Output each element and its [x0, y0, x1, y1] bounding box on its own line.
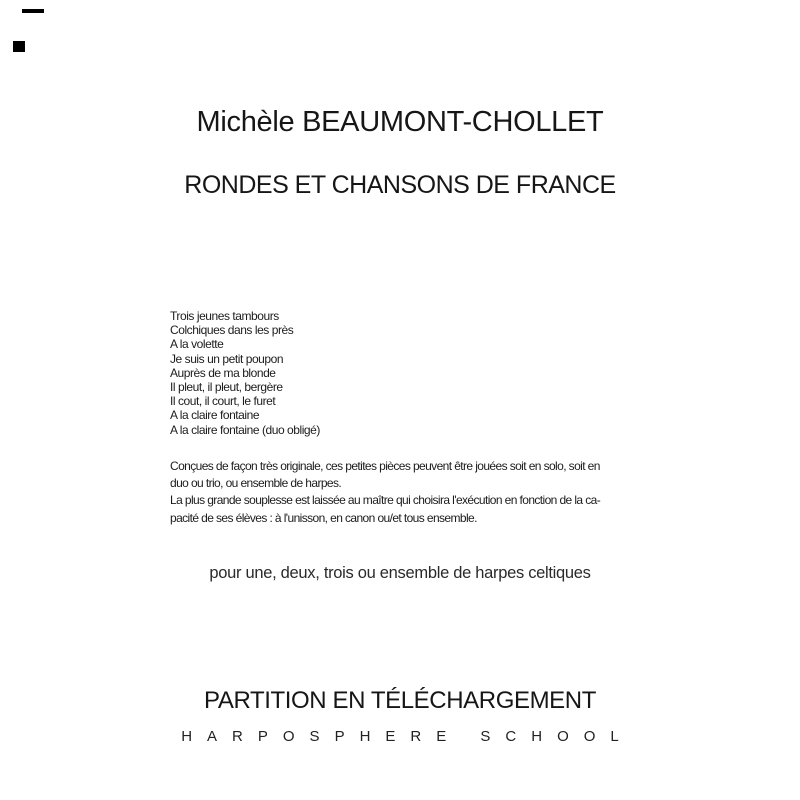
description-line: Conçues de façon très originale, ces petites pièces peuvent être jouées soit en solo, soit en: [170, 459, 600, 473]
scan-mark-dash: [22, 9, 44, 13]
description-paragraph: [170, 458, 650, 527]
piece-list-item: Colchiques dans les près: [170, 323, 294, 338]
instrumentation-line: pour une, deux, trois ou ensemble de harpes celtiques: [209, 564, 591, 582]
piece-list-item: Je suis un petit poupon: [170, 351, 284, 366]
description-line: duo ou trio, ou ensemble de harpes.: [170, 476, 342, 491]
work-title: RONDES ET CHANSONS DE FRANCE: [184, 171, 616, 199]
piece-list-item: Il cout, il court, le furet: [170, 394, 276, 409]
author-name: Michèle BEAUMONT-CHOLLET: [196, 106, 604, 138]
availability-line: PARTITION EN TÉLÉCHARGEMENT: [204, 687, 596, 714]
description-line: pacité de ses élèves : à l'unisson, en canon ou/et tous ensemble.: [170, 510, 477, 525]
piece-list-item: A la volette: [170, 337, 224, 352]
scan-mark-square: [13, 41, 25, 52]
piece-list-item: Il pleut, il pleut, bergère: [170, 380, 283, 395]
piece-list-item: A la claire fontaine: [170, 408, 260, 423]
piece-list-item: Trois jeunes tambours: [170, 309, 279, 323]
description-line: La plus grande souplesse est laissée au maître qui choisira l'exécution en fonction de la ca-: [170, 493, 601, 508]
piece-list-item: Auprès de ma blonde: [170, 365, 276, 380]
piece-list-item: A la claire fontaine (duo obligé): [170, 422, 320, 437]
piece-list: [170, 309, 320, 437]
publisher-name: HARPOSPHERE SCHOOL: [181, 728, 634, 745]
